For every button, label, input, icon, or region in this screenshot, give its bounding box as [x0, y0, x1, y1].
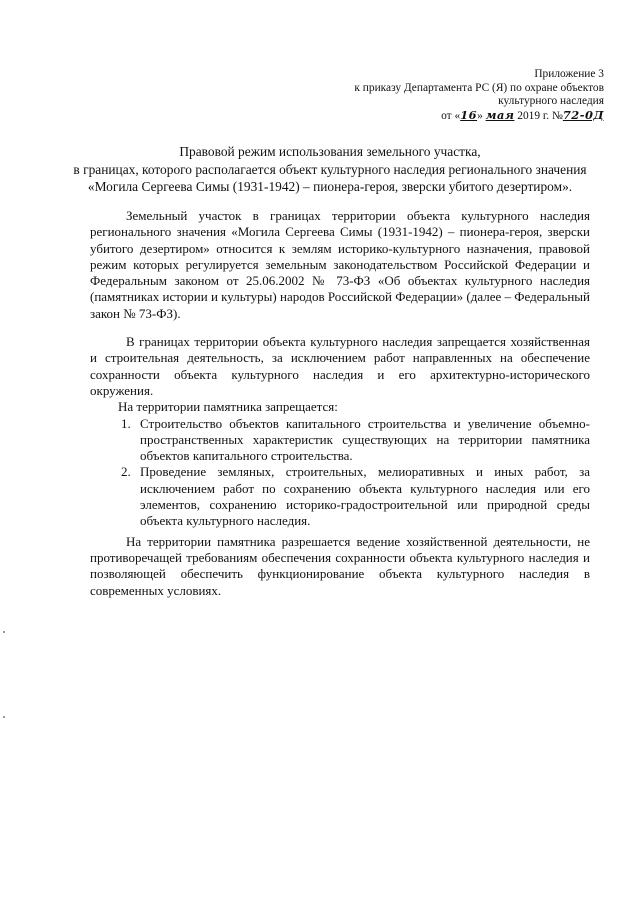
list-item: 2. Проведение земляных, строительных, мелиоративных и иных работ, за исключением работ по сохранению объекта культурного наследия или его элементов, сохранению историко-градостроительной или природной среды объекта культурного наследия.	[134, 464, 590, 529]
prohibited-list	[90, 416, 590, 530]
appendix-header	[354, 68, 604, 123]
title-line-1: Правовой режим использования земельного участка,	[179, 144, 481, 159]
date-prefix: от «	[441, 109, 461, 122]
appendix-title: Приложение 3	[534, 68, 604, 80]
appendix-order-ref-cont: культурного наследия	[498, 95, 604, 107]
handwritten-number: 72-0Д	[562, 107, 604, 122]
paragraph-land-status: Земельный участок в границах территории объекта культурного наследия регионального значения «Могила Сергеева Симы (1931-1942) – пионера-героя, зверски убитого дезертиром» относится к землям историко-культурного назначения, правовой режим которых регулируется земельным законодательством Российской Федерации и Федеральным законом от 25.06.2002 № 73-ФЗ «Об объектах культурного наследия (памятниках истории и культуры) народов Российской Федерации» (далее – Федеральный закон № 73-ФЗ).	[90, 208, 590, 321]
scan-mark	[3, 631, 5, 633]
handwritten-day: 16	[460, 107, 478, 122]
title-line-2: в границах, которого располагается объект культурного наследия регионального значения	[73, 161, 587, 177]
document-title	[70, 143, 590, 196]
date-mid: »	[477, 109, 483, 122]
date-year: 2019 г. №	[517, 109, 563, 122]
paragraph-permitted-activity: На территории памятника разрешается ведение хозяйственной деятельности, не противоречащей требованиям обеспечения сохранности объекта культурного наследия и позволяющей обеспечить функционирование объекта культурного наследия в современных условиях.	[90, 533, 590, 598]
prohibited-heading: На территории памятника запрещается:	[118, 399, 338, 415]
scan-mark	[3, 716, 5, 718]
list-item: 1. Строительство объектов капитального строительства и увеличение объемно-пространственных характеристик существующих на территории памятника объектов капитального строительства.	[134, 416, 590, 465]
paragraph-restrictions: В границах территории объекта культурного наследия запрещается хозяйственная и строительная деятельность, за исключением работ направленных на обеспечение сохранности объекта культурного наследия и его архитектурно-исторического окружения.	[90, 334, 590, 398]
appendix-order-ref: к приказу Департамента РС (Я) по охране объектов	[354, 81, 604, 94]
appendix-date-line	[354, 109, 604, 124]
document-body	[90, 208, 590, 599]
handwritten-month: мая	[485, 107, 515, 122]
title-line-3: «Могила Сергеева Симы (1931-1942) – пионера-героя, зверски убитого дезертиром».	[87, 179, 573, 195]
